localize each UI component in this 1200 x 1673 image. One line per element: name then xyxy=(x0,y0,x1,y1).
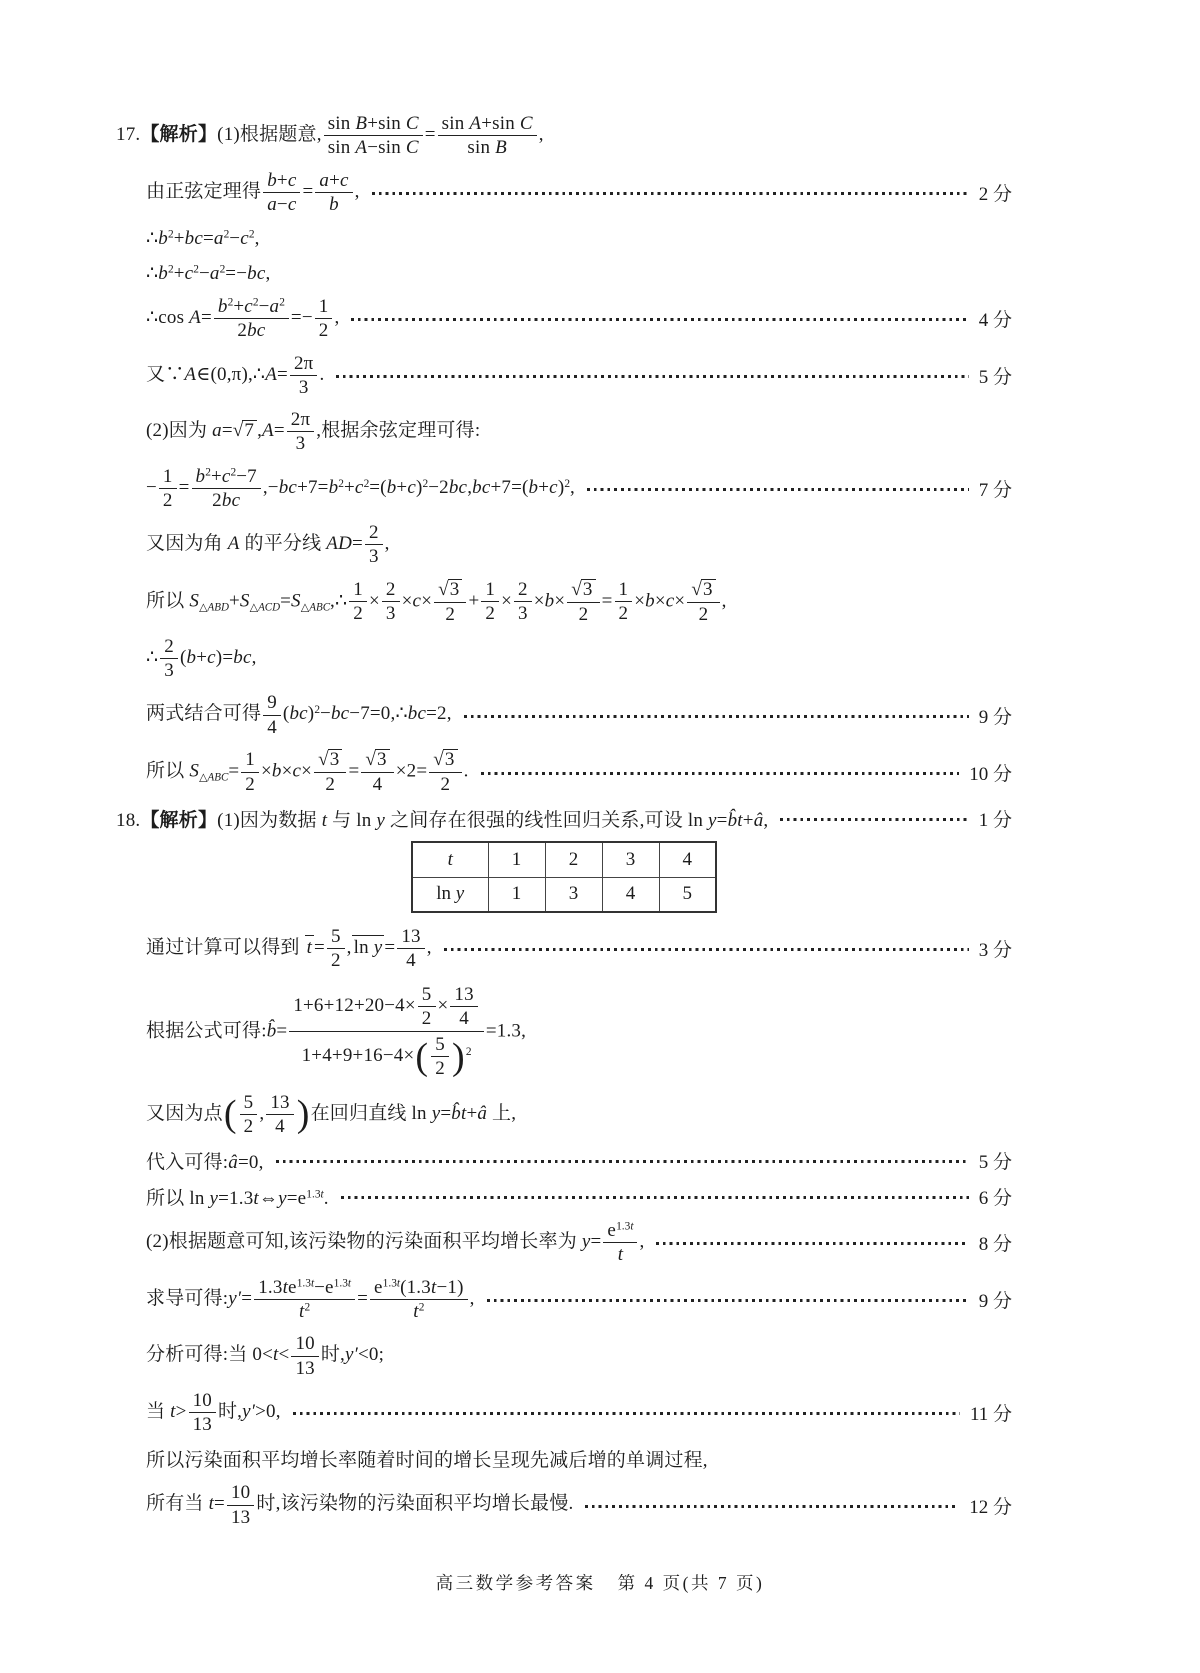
table-cell: 4 xyxy=(659,842,716,877)
solution-line-p17 xyxy=(116,465,1012,513)
score-mark: 2 分 xyxy=(978,183,1012,205)
line-content: 当 t> $\frac{10}{13}$ 时,y′>0, xyxy=(146,1389,281,1436)
line-content: $\therefore b^2+bc=a^2-c^2$, xyxy=(146,227,260,249)
line-content: 所以 $S_{\triangle ABC}=$ $\frac{1}{2}$ ×b×c× $\frac{√3}{2}$ = $\frac{√3}{4}$ ×2= $\frac{√3}{2}$ . xyxy=(146,748,469,795)
line-content: − $\frac{1}{2}$ = $\frac{b^2+c^2-7}{2bc}$ $,-bc+7=b^2+c^2=(b+c)^2-2bc,bc+7=(b+c)^2$, xyxy=(146,465,575,511)
score-mark: 5 分 xyxy=(978,366,1012,388)
dot-leader xyxy=(444,948,969,951)
table-cell: 3 xyxy=(545,877,602,912)
dot-leader xyxy=(587,488,969,491)
solution-line-p17 xyxy=(116,295,1012,343)
regression-data-table xyxy=(411,841,717,913)
line-content: (2)根据题意可知,该污染物的污染面积平均增长率为 y= $\frac{e^{1.3t}}{t}$ , xyxy=(146,1220,645,1266)
table-cell: ln y xyxy=(412,877,488,912)
page-footer xyxy=(0,1570,1200,1595)
solution-line-p18 xyxy=(116,1481,1012,1529)
line-content: 求导可得:y′= $\frac{1.3te^{1.3t}-e^{1.3t}}{t^2}$ = $\frac{e^{1.3t}(1.3t-1)}{t^2}$ , xyxy=(146,1276,475,1323)
line-content: 又因为点( $\frac{5}{2}$ , $\frac{13}{4}$ )在回归直线 ln y=b̂t+â 上, xyxy=(146,1091,517,1137)
solution-line-p17 xyxy=(116,521,1012,569)
table-cell: 1 xyxy=(488,877,545,912)
table-cell: 5 xyxy=(659,877,716,912)
score-mark: 10 分 xyxy=(969,763,1012,785)
solution-line-p17 xyxy=(116,408,1012,456)
solution-line-p17 xyxy=(116,352,1012,400)
score-mark: 4 分 xyxy=(978,310,1012,332)
dot-leader xyxy=(487,1299,969,1302)
table-cell: 1 xyxy=(488,842,545,877)
line-content: 分析可得:当 0<t< $\frac{10}{13}$ 时,y′<0; xyxy=(146,1333,385,1379)
dot-leader xyxy=(341,1196,969,1199)
dot-leader xyxy=(464,715,969,718)
score-mark: 7 分 xyxy=(978,479,1012,501)
line-content: 代入可得:â=0, xyxy=(146,1152,264,1174)
dot-leader xyxy=(585,1505,959,1508)
score-mark: 6 分 xyxy=(978,1188,1012,1210)
line-content: 根据公式可得:b̂= 1+6+12+20−4× $\frac{5}{2}$ × $\frac{13}{4}$ 1+4+9+16−4×( $\frac{5}{2}$ )$^2$ =1.3, xyxy=(146,983,527,1080)
score-mark: 11 分 xyxy=(969,1404,1012,1426)
line-content: 两式结合可得 $\frac{9}{4}$ (bc)$^2$−bc−7=0,∴bc=2, xyxy=(146,692,452,738)
score-mark: 9 分 xyxy=(978,1291,1012,1313)
dot-leader xyxy=(656,1242,968,1245)
line-content: 所有当 t= $\frac{10}{13}$ 时,该污染物的污染面积平均增长最慢. xyxy=(146,1482,574,1528)
solution-line-p18 xyxy=(116,805,1012,832)
footer-title: 高三数学参考答案 xyxy=(435,1573,596,1593)
table-cell: 2 xyxy=(545,842,602,877)
solutions-body xyxy=(116,112,1012,1538)
score-mark: 5 分 xyxy=(978,1152,1012,1174)
score-mark: 1 分 xyxy=(978,810,1012,832)
score-mark: 12 分 xyxy=(969,1496,1012,1518)
solution-line-p18 xyxy=(116,1091,1012,1139)
line-content: (2)因为 a=√7 ,A= $\frac{2\pi}{3}$ ,根据余弦定理可得: xyxy=(146,409,481,455)
table-cell: 3 xyxy=(602,842,659,877)
solution-line-p17 xyxy=(116,112,1012,160)
table-row xyxy=(412,842,716,877)
dot-leader xyxy=(293,1412,960,1415)
line-content: 所以 $S_{\triangle ABD}+S_{\triangle ACD}=S_{\triangle ABC},\therefore$ $\frac{1}{2}$ × $\frac{2}{3}$ ×c× $\frac{√3}{2}$ + $\frac{1}{2}$ × $\frac{2}{3}$ ×b× $\frac{√3}{2}$ = $\frac{1}{2}$ ×b×c× $\frac{√3}{2}$ , xyxy=(146,578,727,625)
line-content: 所以污染面积平均增长率随着时间的增长呈现先减后增的单调过程, xyxy=(146,1450,708,1472)
solution-line-p18 xyxy=(116,1183,1012,1210)
solution-line-p18 xyxy=(116,982,1012,1082)
dot-leader xyxy=(276,1160,969,1163)
line-content: 所以 $\ln y=1.3t\Leftrightarrow y=e^{1.3t}$. xyxy=(146,1188,329,1210)
line-content: 通过计算可以得到 t = $\frac{5}{2}$ , ln y = $\frac{13}{4}$ , xyxy=(146,926,432,972)
line-content: 又因为角 A 的平分线 AD= $\frac{2}{3}$ , xyxy=(146,522,390,568)
line-content: ∴ $\frac{2}{3}$ (b+c)=bc, xyxy=(146,635,257,682)
solution-line-p17 xyxy=(116,578,1012,626)
line-content: 由正弦定理得 $\frac{b+c}{a-c}$ = $\frac{a+c}{b}$ , xyxy=(146,169,360,215)
solution-line-p18 xyxy=(116,1332,1012,1380)
line-content: 18.【解析】(1)因为数据 t 与 ln y 之间存在很强的线性回归关系,可设 ln y=b̂t+â, xyxy=(116,810,769,832)
table-cell: t xyxy=(412,842,488,877)
footer-page-number: 第 4 页(共 7 页) xyxy=(617,1573,765,1593)
dot-leader xyxy=(780,818,968,821)
solution-line-p17 xyxy=(116,169,1012,217)
solution-line-p18 xyxy=(116,1276,1012,1324)
table-row xyxy=(412,877,716,912)
solution-line-p18 xyxy=(116,1445,1012,1472)
line-content: 又∵A∈(0,π),∴A= $\frac{2\pi}{3}$ . xyxy=(146,352,325,398)
dot-leader xyxy=(481,772,960,775)
table-cell: 4 xyxy=(602,877,659,912)
line-content: 17.【解析】(1)根据题意, $\frac{\text{sin B+sin C}}{\text{sin A−sin C}}$ = $\frac{\text{sin A+sin C}}{\text{sin B}}$ , xyxy=(116,113,544,159)
solution-line-p18 xyxy=(116,1219,1012,1267)
solution-line-p17 xyxy=(116,225,1012,251)
solution-line-p18 xyxy=(116,1389,1012,1437)
score-mark: 8 分 xyxy=(978,1234,1012,1256)
solution-line-p18 xyxy=(116,925,1012,973)
solution-line-p17 xyxy=(116,635,1012,683)
dot-leader xyxy=(351,318,968,321)
line-content: $\therefore b^2+c^2-a^2=-bc$, xyxy=(146,262,271,284)
solution-line-p17 xyxy=(116,260,1012,286)
solution-line-p17 xyxy=(116,748,1012,796)
score-mark: 9 分 xyxy=(978,706,1012,728)
dot-leader xyxy=(336,375,968,378)
solution-line-p17 xyxy=(116,691,1012,739)
score-mark: 3 分 xyxy=(978,940,1012,962)
solution-line-p18 xyxy=(116,1147,1012,1174)
dot-leader xyxy=(372,192,969,195)
line-content: ∴cos A= $\frac{b^2+c^2-a^2}{2bc}$ =− $\frac{1}{2}$ , xyxy=(146,296,340,342)
